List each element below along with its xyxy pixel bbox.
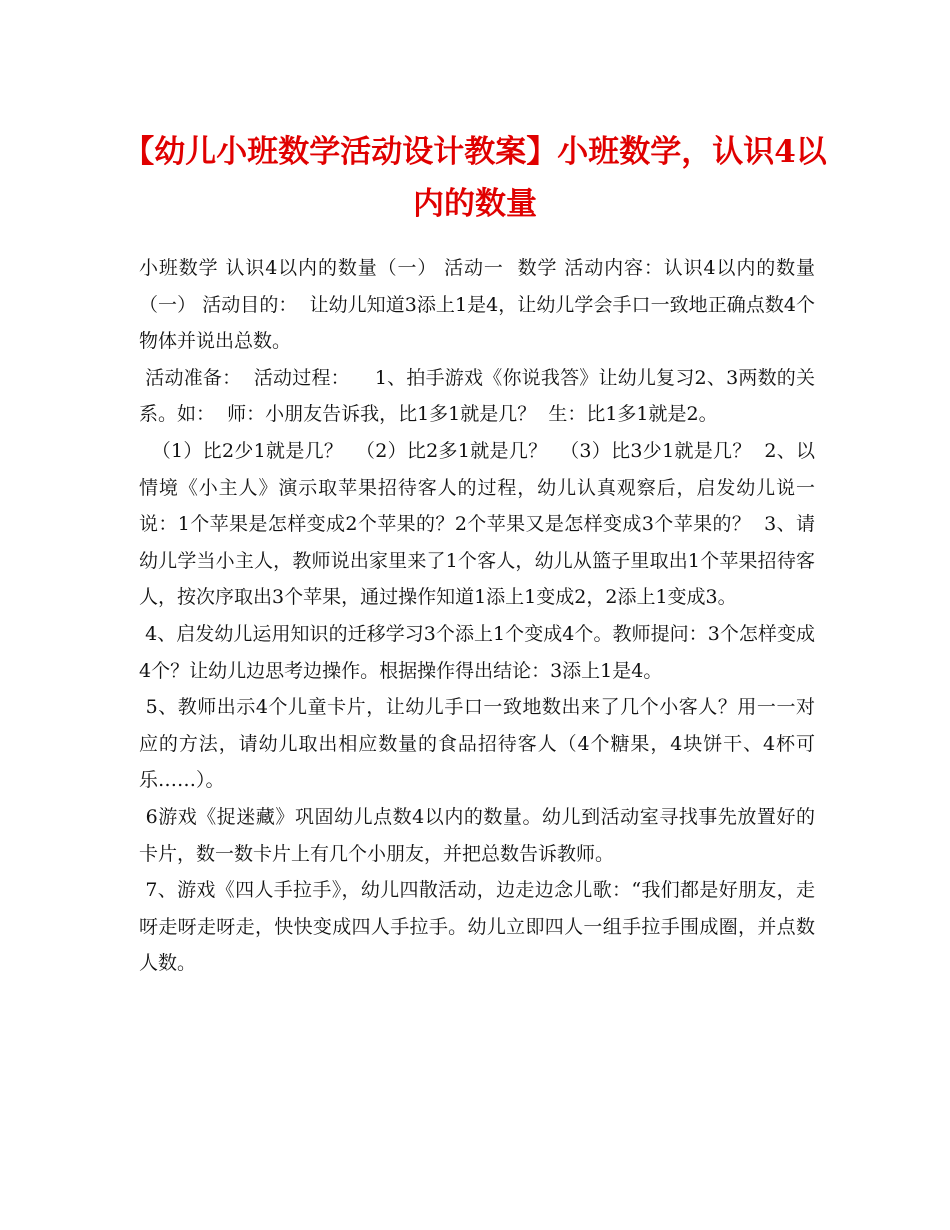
paragraph-1: 小班数学 认识4以内的数量（一） 活动一 数学 活动内容：认识4以内的数量（一） 活动目的： 让幼儿知道3添上1是4，让幼儿学会手口一致地正确点数4个物体并说出总数。 — [139, 257, 815, 353]
paragraph-4: 4、启发幼儿运用知识的迁移学习3个添上1个变成4个。教师提问：3个怎样变成4个？让幼儿边思考边操作。根据操作得出结论：3添上1是4。 — [139, 622, 815, 682]
paragraph-7: 7、游戏《四人手拉手》，幼儿四散活动，边走边念儿歌：“我们都是好朋友，走呀走呀走呀走，快快变成四人手拉手。幼儿立即四人一组手拉手围成圈，并点数人数。 — [139, 879, 815, 975]
paragraph-6: 6游戏《捉迷藏》巩固幼儿点数4以内的数量。幼儿到活动室寻找事先放置好的卡片，数一数卡片上有几个小朋友，并把总数告诉教师。 — [139, 805, 815, 865]
paragraph-5: 5、教师出示4个儿童卡片，让幼儿手口一致地数出来了几个小客人？用一一对应的方法，请幼儿取出相应数量的食品招待客人（4个糖果，4块饼干、4杯可乐……）。 — [139, 696, 815, 792]
document-body — [139, 250, 815, 982]
paragraph-3: （1）比2少1就是几？ （2）比2多1就是几？ （3）比3少1就是几？ 2、以情境《小主人》演示取苹果招待客人的过程，幼儿认真观察后，启发幼儿说一说：1个苹果是怎样变成2个苹果的？2个苹果又是怎样变成3个苹果的？ 3、请幼儿学当小主人，教师说出家里来了1个客人，幼儿从篮子里取出1个苹果招待客人，按次序取出3个苹果，通过操作知道1添上1变成2，2添上1变成3。 — [139, 439, 815, 609]
document-title: 【幼儿小班数学活动设计教案】小班数学，认识4以内的数量 — [123, 134, 827, 222]
paragraph-2: 活动准备： 活动过程： 1、拍手游戏《你说我答》让幼儿复习2、3两数的关系。如： 师：小朋友告诉我，比1多1就是几？ 生：比1多1就是2。 — [139, 366, 815, 426]
